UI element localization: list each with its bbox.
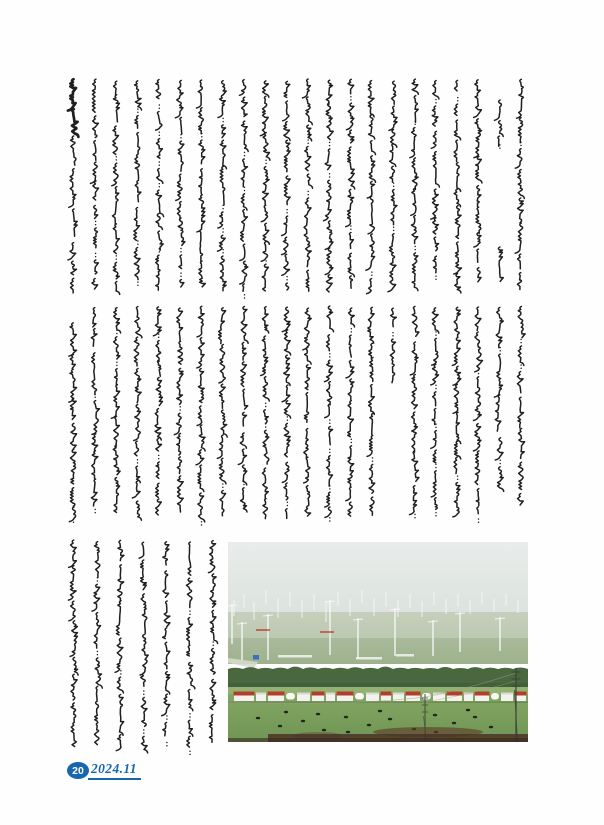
text-column [175,80,185,287]
article-photo [228,542,528,742]
text-block-2 [69,306,525,525]
text-column [132,307,142,521]
text-block-3 [68,540,217,754]
text-column [410,79,418,290]
text-column [238,307,248,512]
text-column [261,307,270,519]
text-column [115,540,124,750]
text-column [409,306,418,517]
article-photo-art [228,542,528,742]
text-column [431,308,439,516]
text-column [217,81,226,291]
text-column [209,541,218,743]
text-column [494,307,503,491]
text-column [282,81,291,290]
text-column [196,80,205,287]
text-column [346,308,355,516]
text-column [68,79,79,293]
text-column [454,80,462,293]
text-column [112,81,120,294]
page-number-badge: 20 [67,762,89,779]
text-column [91,308,99,513]
text-column [111,308,120,513]
text-column [473,307,482,522]
text-column [324,306,333,521]
text-column [452,307,460,517]
text-column [515,79,524,289]
text-column [323,80,333,292]
photo-terrain [228,542,528,668]
text-column [495,100,504,281]
text-column [187,542,195,754]
text-column [156,80,164,290]
text-column [217,308,227,516]
text-column [174,308,183,512]
text-column [474,80,482,282]
text-column [431,81,440,280]
text-column [303,308,311,516]
text-column [346,79,355,288]
text-column [69,323,77,522]
road-sign [253,655,259,660]
text-column [139,542,148,753]
text-column [91,79,99,289]
text-column [282,307,291,518]
text-column [162,542,170,746]
text-column [366,81,376,294]
text-column [196,306,205,525]
text-column [303,79,313,291]
text-column [68,540,78,747]
text-column [260,81,270,291]
text-block-1 [68,79,524,298]
text-column [388,81,397,291]
text-column [92,542,102,745]
issue-date: 2024.11 [88,761,141,780]
text-column [240,80,249,298]
text-column [153,307,162,515]
text-column [367,307,375,515]
text-column [134,81,142,286]
text-column [518,306,526,505]
page-footer [67,761,141,780]
text-column [390,308,396,382]
